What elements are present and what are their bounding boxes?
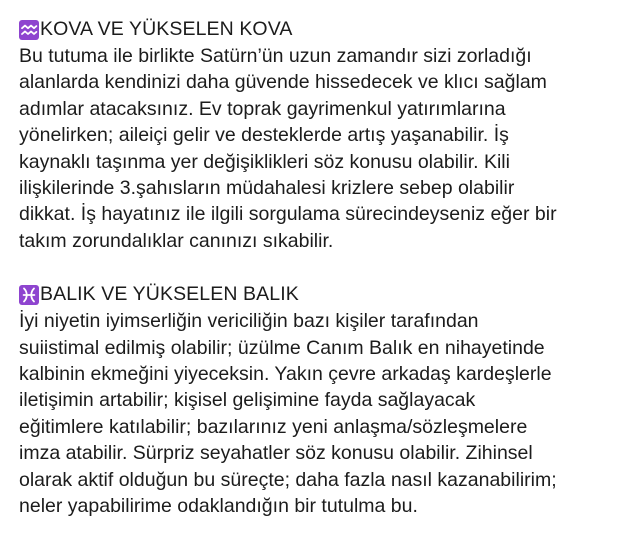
section-title: BALIK VE YÜKSELEN BALIK [40, 283, 299, 306]
pisces-section [19, 254, 614, 519]
body-line: eğitimlere katılabilir; bazılarınız yeni anlaşma/sözleşmelere [19, 415, 528, 438]
body-line: alanlarda kendinizi daha güvende hissedecek ve klıcı sağlam [19, 71, 547, 94]
section-heading [19, 281, 614, 308]
horoscope-text-page [19, 0, 614, 520]
body-line: Bu tutuma ile birlikte Satürn’ün uzun zamandır sizi zorladığı [19, 45, 532, 67]
body-line: suiistimal edilmiş olabilir; üzülme Canım Balık en nihayetinde [19, 336, 545, 359]
body-line: kaynaklı taşınma yer değişiklikleri söz konusu olabilir. Kili [19, 150, 510, 173]
body-line: ilişkilerinde 3.şahısların müdahalesi krizlere sebep olabilir [19, 177, 515, 200]
section-title: KOVA VE YÜKSELEN KOVA [40, 18, 293, 40]
body-line: adımlar atacaksınız. Ev toprak gayrimenkul yatırımlarına [19, 97, 506, 120]
aquarius-icon [19, 20, 39, 40]
body-line: imza atabilir. Sürpriz seyahatler söz konusu olabilir. Zihinsel [19, 442, 533, 465]
section-body [19, 308, 614, 519]
section-heading [19, 16, 614, 43]
pisces-icon [19, 285, 39, 305]
aquarius-section [19, 0, 614, 254]
body-line: iletişimin artabilir; kişisel gelişimine fayda sağlayacak [19, 389, 476, 412]
body-line: takım zorundalıklar canınızı sıkabilir. [19, 229, 334, 252]
body-line: kalbinin ekmeğini yiyeceksin. Yakın çevre arkadaş kardeşlerle [19, 363, 552, 386]
body-line: neler yapabilirime odaklandığın bir tutulma bu. [19, 495, 418, 518]
body-line: yönelirken; aileiçi gelir ve desteklerde artış yaşanabilir. İş [19, 124, 509, 147]
body-line: dikkat. İş hayatınız ile ilgili sorgulama sürecindeyseniz eğer bir [19, 203, 557, 226]
body-line: olarak aktif olduğun bu süreçte; daha fazla nasıl kazanabilirim; [19, 468, 557, 491]
section-body [19, 43, 614, 254]
body-line: İyi niyetin iyimserliğin vericiliğin bazı kişiler tarafından [19, 310, 479, 333]
